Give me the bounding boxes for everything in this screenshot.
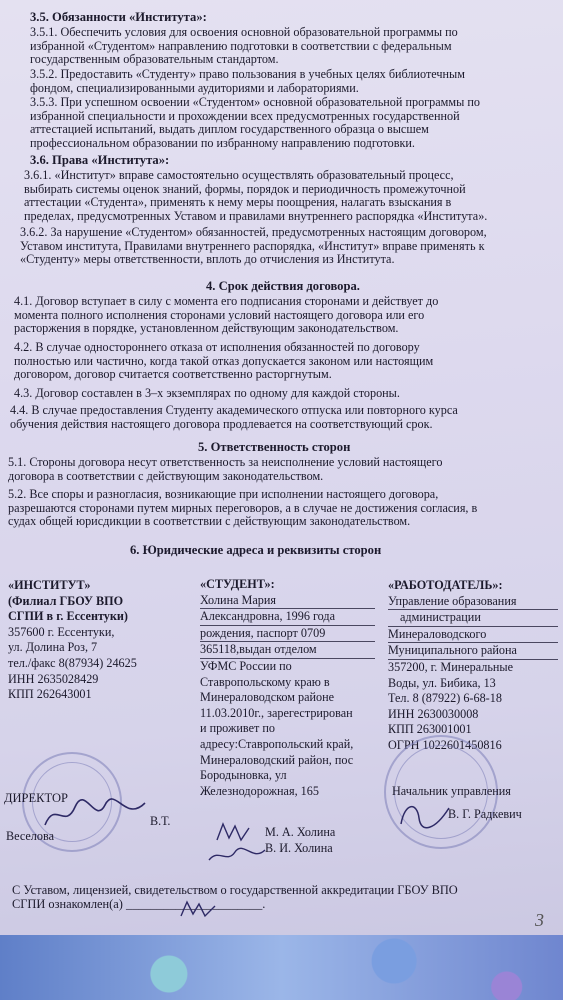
background-fabric bbox=[0, 935, 563, 1000]
director-label: ДИРЕКТОР bbox=[4, 791, 68, 805]
clause-3-6-1: 3.6.1. «Институт» вправе самостоятельно осуществлять образовательный процесс, выбирать системы оценок знаний, формы, порядок и периодичность промежуточной аттестации «Студента», применять к нему меры поощрения, налагать взыскания в пределах, предусмотренных Уставом и правилами внутреннего распорядка «Института». bbox=[24, 168, 488, 223]
director-signature bbox=[40, 795, 150, 835]
clause-3-5-1: 3.5.1. Обеспечить условия для освоения основной образовательной программы по избранной «Студентом» направлению подготовки в соответствии с федеральным государственным образовательным стандартом. bbox=[30, 25, 458, 67]
clause-3-5-3: 3.5.3. При успешном освоении «Студентом» основной образовательной программы по избранной специальности и прохождении всех предусмотренных государственной аттестацией испытаний, выдать диплом государственного образца о высшем профессиональном образовании по избранному направлению подготовки. bbox=[30, 95, 480, 150]
employer-title: «РАБОТОДАТЕЛЬ»: bbox=[388, 578, 503, 592]
clause-4-4: 4.4. В случае предоставления Студенту академического отпуска или повторного курса обучения действия настоящего договора продлевается на соответствующий срок. bbox=[10, 403, 458, 431]
institute-title-3: СГПИ в г. Ессентуки) bbox=[8, 609, 128, 624]
section-6-heading: 6. Юридические адреса и реквизиты сторон bbox=[130, 543, 382, 557]
institute-title-2: (Филиал ГБОУ ВПО bbox=[8, 593, 124, 608]
student-signer-1: М. А. Холина bbox=[265, 825, 336, 839]
clause-4-3: 4.3. Договор составлен в 3–х экземплярах по одному для каждой стороны. bbox=[14, 386, 400, 400]
clause-4-1: 4.1. Договор вступает в силу с момента его подписания сторонами и действует до момента полного исполнения сторонами условий настоящего договора или его расторжения в порядке, установленном действующим законодательством. bbox=[14, 294, 439, 336]
institute-title-1: «ИНСТИТУТ» bbox=[8, 578, 91, 592]
section-3-6-heading: 3.6. Права «Института»: bbox=[30, 153, 170, 167]
clause-3-5-2: 3.5.2. Предоставить «Студенту» право пользования в учебных целях библиотечным фондом, специализированными аудиториями и лабораториями. bbox=[30, 67, 465, 95]
employer-role: Начальник управления bbox=[392, 784, 511, 798]
student-requisites: «СТУДЕНТ»: Холина Мария Александровна, 1996 года рождения, паспорт 0709 365118,выдан отделом УФМС России по Ставропольскому краю в Минераловодском районе 11.03.2010г., зарегестрирован и проживет по адресу:Ставропольский край, Минераловодский район, пос Бородыновка, ул Железнодорожная, 165 bbox=[200, 577, 375, 799]
section-4-heading: 4. Срок действия договора. bbox=[206, 279, 360, 293]
clause-4-2: 4.2. В случае одностороннего отказа от исполнения обязанностей по договору полностью или частично, когда такой отказ допускается законом или настоящим договором, договор считается соответственно расторгнутым. bbox=[14, 340, 434, 382]
section-3-5-heading: 3.5. Обязанности «Института»: bbox=[30, 10, 207, 24]
institute-requisites: «ИНСТИТУТ» (Филиал ГБОУ ВПО СГПИ в г. Ессентуки) 357600 г. Ессентуки, ул. Долина Роз, 7 тел./факс 8(87934) 24625 ИНН 2635028429 КПП 262643001 bbox=[8, 578, 183, 703]
footer-acknowledgement: С Уставом, лицензией, свидетельством о государственной аккредитации ГБОУ ВПО СГПИ ознакомлен(а) ______________________. bbox=[12, 883, 458, 911]
director-initials: В.Т. bbox=[150, 814, 171, 828]
clause-3-6-2: 3.6.2. За нарушение «Студентом» обязанностей, предусмотренных настоящим договором, Уставом института, Правилами внутреннего распорядка, «Институт» вправе применять к «Студенту» меры ответственности, вплоть до отчисления из Института. bbox=[20, 225, 487, 267]
employer-signature bbox=[395, 796, 455, 836]
student-title: «СТУДЕНТ»: bbox=[200, 577, 275, 591]
footer-signature bbox=[175, 898, 225, 922]
section-5-heading: 5. Ответственность сторон bbox=[198, 440, 351, 454]
page-number: 3 bbox=[535, 910, 544, 930]
director-surname: Веселова bbox=[6, 829, 54, 843]
employer-signer: В. Г. Радкевич bbox=[448, 807, 522, 821]
clause-5-2: 5.2. Все споры и разногласия, возникающие при исполнении настоящего договора, разрешаются сторонами путем мирных переговоров, а в случае не достижения согласия, в судах общей юрисдикции в соответствии с действующим законодательством. bbox=[8, 487, 478, 529]
employer-requisites: «РАБОТОДАТЕЛЬ»: Управление образования администрации Минераловодского Муниципального района 357200, г. Минеральные Воды, ул. Бибика, 13 Тел. 8 (87922) 6-68-18 ИНН 2630030008 КПП 263001001 ОГРН 1022601450816 bbox=[388, 578, 558, 754]
clause-5-1: 5.1. Стороны договора несут ответственность за неисполнение условий настоящего договора в соответствии с действующим законодательством. bbox=[8, 455, 443, 483]
student-signer-2: В. И. Холина bbox=[265, 841, 333, 855]
